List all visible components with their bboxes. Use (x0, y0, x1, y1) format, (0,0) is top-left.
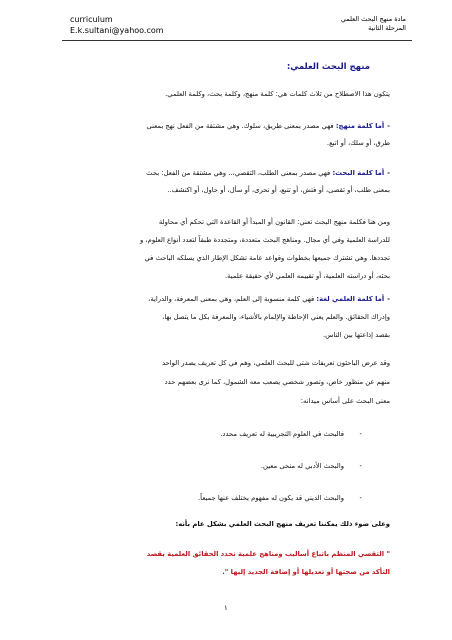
definition-text: فهي كلمة منسوبة إلى العلم، وهي بمعنى المعرفة، والدراية، (148, 295, 315, 303)
paragraph-line: وقد عرض الباحثون تعريفات شتى للبحث العلمي، وهم في كل تعريف يصدر الواحد (161, 359, 390, 367)
bullet-marker: - (387, 122, 390, 130)
definition-text: فهي مصدر بمعنى طريق، سلوك. وهي مشتقة من الفعل نهج بمعنى (146, 122, 334, 130)
page-number: ١ (224, 604, 228, 612)
paragraph-line: بحثه، أو دراسته العلمية، أو تقييمه العلمي لأي حقيقة علمية. (225, 272, 390, 280)
bullet-marker: - (387, 295, 390, 303)
definition-text: بمعنى طلب، أو تقصى، أو فتش، أو تتبع، أو تحرى، أو سأل، أو حاول، أو اكتشف.. (167, 186, 390, 194)
definition-ilmi (60, 290, 390, 344)
researchers-paragraph (60, 354, 390, 411)
list-item (220, 430, 362, 438)
intro-paragraph: يتكون هذا الاصطلاح من ثلاث كلمات هي: كلمة منهج، وكلمة بحث، وكلمة العلمي. (165, 90, 390, 98)
header-email: E.k.sultani@yahoo.com (70, 26, 164, 35)
header-left (70, 14, 164, 36)
list-item (197, 494, 362, 502)
definition-label: أما كلمة العلمي لغة: (316, 295, 385, 303)
paragraph-line: للدراسة العلمية وفي أي مجال. ومناهج البحث متعددة، ومتجددة طبقاً لتعدد أنواع العلوم، و (139, 236, 390, 244)
definition-label: أما كلمة البحث: (332, 169, 385, 177)
header-divider (62, 40, 412, 41)
paragraph-line: منهم عن منظور خاص، وتصور شخصي يصعب معه الشمول، كما نرى بعضهم حدد (164, 378, 390, 386)
bullet-marker: - (387, 169, 390, 177)
list-item-text: فالبحث في العلوم التجريبية له تعريف محدد. (220, 430, 344, 438)
method-paragraph (60, 213, 390, 285)
header-curriculum: curriculum (70, 15, 113, 24)
item-marker: - (359, 462, 362, 470)
definition-text: وإدراك الحقائق. والعلم يعني الإحاطة والإلمام بالأشياء، والمعرفة بكل ما يتصل بها، (162, 313, 390, 321)
header-stage: المرحلة الثانية (368, 24, 406, 32)
definition-quote (60, 545, 390, 581)
definition-bahth (60, 165, 390, 199)
definition-text: طرق، أو سلك، أو اتبع. (326, 139, 390, 147)
item-marker: - (359, 430, 362, 438)
header-right (341, 15, 406, 33)
quote-line: " التقصي المنظم باتباع أساليب ومناهج علمية تحدد الحقائق العلمية بقصد (146, 550, 390, 558)
quote-line: التأكد من صحتها أو تعديلها أو إضافة الجديد إليها ". (222, 568, 390, 576)
item-marker: - (359, 494, 362, 502)
paragraph-line: معنى البحث على أساس ميدانه: (300, 397, 390, 405)
header-course: مادة منهج البحث العلمي (340, 15, 406, 23)
paragraph-line: تجددها. وهي تشترك جميعها بخطوات وقواعد عامة تشكل الإطار الذي يسلكه الباحث في (144, 254, 390, 262)
list-item (260, 462, 362, 470)
list-item-text: والبحث الأدبي له منحى معين. (260, 462, 344, 470)
page-title: منهج البحث العلمي: (286, 62, 370, 72)
definition-text: بقصد إذاعتها بين الناس. (322, 331, 390, 339)
definition-label: أما كلمة منهج: (335, 122, 385, 130)
definition-manhaj (60, 118, 390, 152)
conclusion-line: وعلى ضوء ذلك يمكننا تعريف منهج البحث العلمي بشكل عام بأنه: (175, 520, 390, 528)
definition-text: فهي مصدر بمعنى الطلب، التقصي،.. وهي مشتقة من الفعل: بحث (146, 169, 331, 177)
paragraph-line: ومن هنا فكلمة منهج البحث تعني: القانون أو المبدأ أو القاعدة التي تحكم أي محاولة (158, 218, 390, 226)
list-item-text: والبحث الديني قد يكون له مفهوم يختلف عنها جميعاً. (197, 494, 344, 502)
